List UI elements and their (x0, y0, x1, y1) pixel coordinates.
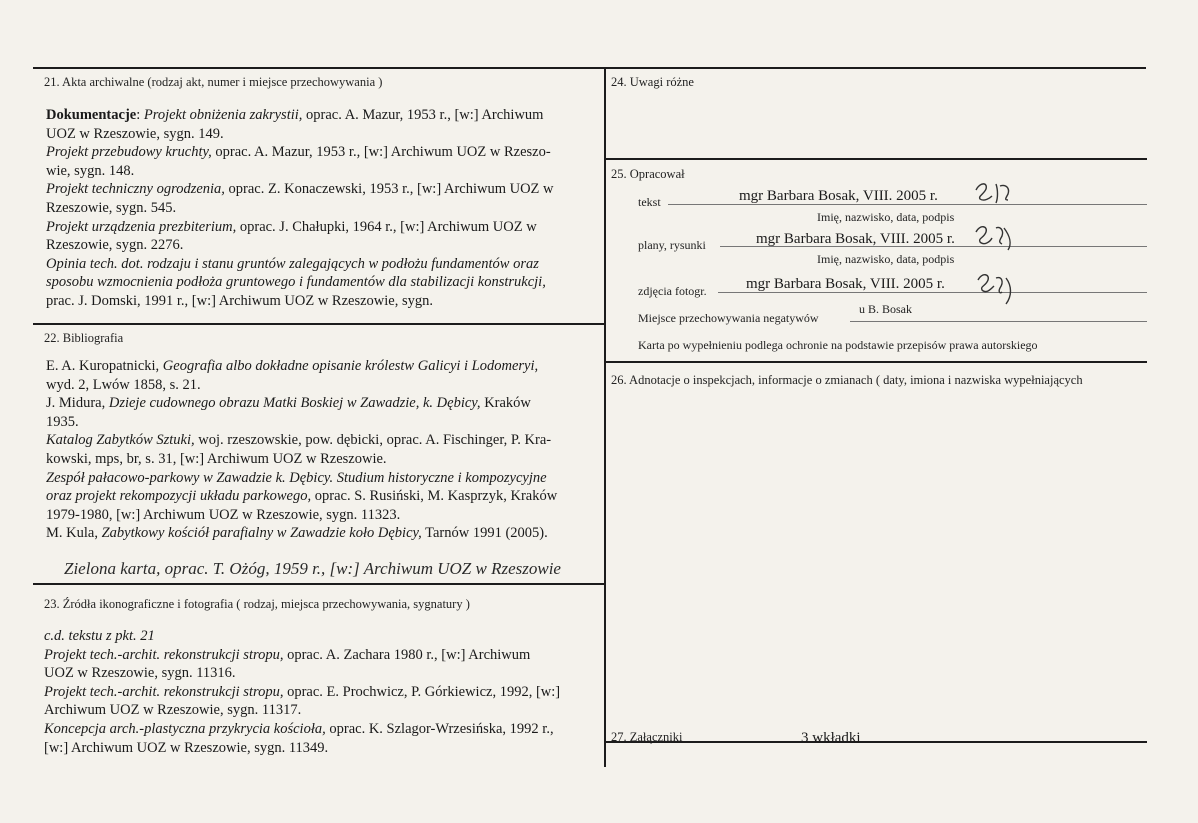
section-23-header: 23. Źródła ikonograficzne i fotografia ( rodzaj, miejsca przechowywania, sygnatury ) (44, 597, 470, 611)
s22-line (46, 506, 557, 525)
s22-line-segment: woj. rzeszowskie, pow. dębicki, oprac. A. Fischinger, P. Kra- (194, 432, 552, 449)
s22-line (46, 431, 557, 450)
s23-line (44, 664, 560, 683)
section-22-header: 22. Bibliografia (44, 331, 124, 345)
negatywy-underline (850, 321, 1147, 322)
rule-27-top (606, 741, 1147, 743)
section-21-text (46, 106, 554, 311)
s22-line-segment: Zespół pałacowo-parkowy w Zawadzie k. Dębicy. Studium historyczne i kompozycyjne (46, 469, 547, 486)
s22-line-segment: 1979-1980, [w:] Archiwum UOZ w Rzeszowie, sygn. 11323. (46, 506, 401, 523)
s23-line (44, 701, 560, 720)
s22-line-segment: Geografia albo dokładne opisanie królestw Galicyi i Lodomeryi, (162, 358, 539, 374)
section-23-text (44, 627, 560, 757)
s22-line-segment: Kraków (480, 395, 531, 412)
s22-line (46, 413, 557, 432)
signature-3 (972, 268, 1022, 308)
s23-line (44, 683, 560, 702)
s22-line-segment: kowski, mps, br, s. 31, [w:] Archiwum UOZ w Rzeszowie. (46, 450, 387, 467)
s21-line (46, 292, 554, 311)
s21-line-segment: sposobu wzmocnienia podłoża gruntowego i fundamentów dla stabilizacji konstrukcji, (46, 274, 546, 291)
s23-line-segment: oprac. E. Prochwicz, P. Górkiewicz, 1992, [w:] (283, 683, 561, 700)
s23-line-segment: oprac. K. Szlagor-Wrzesińska, 1992 r., (325, 720, 554, 737)
s23-line-segment: [w:] Archiwum UOZ w Rzeszowie, sygn. 11349. (44, 739, 329, 756)
s22-line (46, 357, 557, 376)
s23-line-segment: Projekt tech.-archit. rekonstrukcji stropu, (44, 646, 284, 663)
s21-line-segment: Opinia tech. dot. rodzaju i stanu gruntów zalegających w podłożu fundamentów oraz (46, 255, 539, 272)
tekst-value: mgr Barbara Bosak, VIII. 2005 r. (739, 188, 938, 204)
signature-1 (970, 176, 1030, 206)
s21-line-segment: Dokumentacje (46, 107, 137, 123)
s21-line-segment: oprac. A. Mazur, 1953 r., [w:] Archiwum UOZ w Rzeszo- (211, 144, 551, 161)
section-26-header: 26. Adnotacje o inspekcjach, informacje o zmianach ( daty, imiona i nazwiska wypełniających (611, 373, 1083, 387)
rule-26-top (606, 361, 1147, 363)
s23-line-segment: UOZ w Rzeszowie, sygn. 11316. (44, 665, 236, 682)
s21-line-segment: Rzeszowie, sygn. 2276. (46, 237, 184, 254)
s22-line (46, 450, 557, 469)
s21-line (46, 180, 554, 199)
s22-line-segment: Zabytkowy kościół parafialny w Zawadzie koło Dębicy, (101, 525, 422, 542)
s21-line-segment: prac. J. Domski, 1991 r., [w:] Archiwum UOZ w Rzeszowie, sygn. (46, 292, 434, 309)
s21-line-segment: Projekt przebudowy kruchty, (46, 144, 212, 161)
handwritten-green-card-note: Zielona karta, oprac. T. Ożóg, 1959 r., [w:] Archiwum UOZ w Rzeszowie (64, 559, 561, 578)
tekst-underline (668, 204, 1147, 205)
zdjecia-label: zdjęcia fotogr. (638, 284, 707, 298)
s23-line (44, 646, 560, 665)
s22-line-segment: Katalog Zabytków Sztuki, (46, 432, 195, 449)
s22-line-segment: oprac. S. Rusiński, M. Kasprzyk, Kraków (311, 488, 558, 505)
s21-line-segment: Projekt techniczny ogrodzenia, (46, 181, 225, 198)
column-divider (604, 67, 606, 767)
rule-23-top (33, 583, 606, 585)
plany-value: mgr Barbara Bosak, VIII. 2005 r. (756, 231, 955, 247)
plany-underline (720, 246, 1147, 247)
plany-label: plany, rysunki (638, 238, 706, 252)
s22-line (46, 487, 557, 506)
negatywy-label: Miejsce przechowywania negatywów (638, 311, 819, 325)
s22-line (46, 376, 557, 395)
s21-line-segment: oprac. A. Mazur, 1953 r., [w:] Archiwum (302, 107, 544, 123)
s22-line-segment: wyd. 2, Lwów 1858, s. 21. (46, 376, 201, 393)
s22-line-segment: E. A. Kuropatnicki, (46, 358, 163, 374)
s22-line-segment: J. Midura, (46, 395, 109, 412)
s21-line (46, 162, 554, 181)
section-27-header: 27. Załączniki (611, 730, 683, 744)
tekst-label: tekst (638, 195, 661, 209)
plany-caption: Imię, nazwisko, data, podpis (817, 252, 955, 266)
top-rule (33, 67, 1146, 69)
negatywy-value: u B. Bosak (859, 302, 913, 316)
s23-line (44, 739, 560, 758)
s21-line-segment: oprac. J. Chałupki, 1964 r., [w:] Archiwum UOZ w (236, 218, 537, 235)
s22-line (46, 524, 557, 543)
tekst-caption: Imię, nazwisko, data, podpis (817, 210, 955, 224)
section-21-header: 21. Akta archiwalne (rodzaj akt, numer i miejsce przechowywania ) (44, 75, 383, 89)
s21-line (46, 218, 554, 237)
s22-line-segment: oraz projekt rekompozycji układu parkowego, (46, 488, 312, 505)
s23-line-segment: c.d. tekstu z pkt. 21 (44, 628, 155, 644)
section-24-header: 24. Uwagi różne (611, 75, 694, 89)
s22-line (46, 394, 557, 413)
attachments-value: 3 wkładki (801, 730, 861, 746)
s21-line (46, 106, 554, 125)
rule-22-top (33, 323, 606, 325)
s21-line (46, 199, 554, 218)
s21-line (46, 273, 554, 292)
copyright-note: Karta po wypełnieniu podlega ochronie na podstawie przepisów prawa autorskiego (638, 338, 1038, 352)
s22-line-segment: M. Kula, (46, 525, 102, 542)
s23-line-segment: Archiwum UOZ w Rzeszowie, sygn. 11317. (44, 702, 302, 719)
s23-line-segment: oprac. A. Zachara 1980 r., [w:] Archiwum (283, 646, 531, 663)
s22-line (46, 469, 557, 488)
s21-line (46, 125, 554, 144)
s21-line-segment: Rzeszowie, sygn. 545. (46, 199, 177, 216)
s21-line-segment: wie, sygn. 148. (46, 162, 135, 179)
s23-line-segment: Projekt tech.-archit. rekonstrukcji stropu, (44, 683, 284, 700)
s21-line-segment: UOZ w Rzeszowie, sygn. 149. (46, 125, 224, 142)
zdjecia-underline (718, 292, 1147, 293)
s21-line (46, 236, 554, 255)
section-22-text (46, 357, 557, 543)
s21-line-segment: Projekt obniżenia zakrystii, (143, 107, 303, 123)
s22-line-segment: Dzieje cudownego obrazu Matki Boskiej w Zawadzie, k. Dębicy, (108, 395, 481, 412)
s21-line (46, 255, 554, 274)
section-25-header: 25. Opracował (611, 167, 685, 181)
s21-line-segment: : (136, 107, 144, 123)
signature-2 (970, 220, 1030, 254)
s21-line-segment: Projekt urządzenia prezbiterium, (46, 218, 237, 235)
s21-line-segment: oprac. Z. Konaczewski, 1953 r., [w:] Archiwum UOZ w (224, 181, 554, 198)
rule-25-top (606, 158, 1147, 160)
s22-line-segment: 1935. (46, 413, 79, 430)
s23-line (44, 627, 560, 646)
s23-line (44, 720, 560, 739)
s21-line (46, 143, 554, 162)
zdjecia-value: mgr Barbara Bosak, VIII. 2005 r. (746, 276, 945, 292)
s23-line-segment: Koncepcja arch.-plastyczna przykrycia kościoła, (44, 720, 326, 737)
s22-line-segment: Tarnów 1991 (2005). (421, 525, 548, 542)
